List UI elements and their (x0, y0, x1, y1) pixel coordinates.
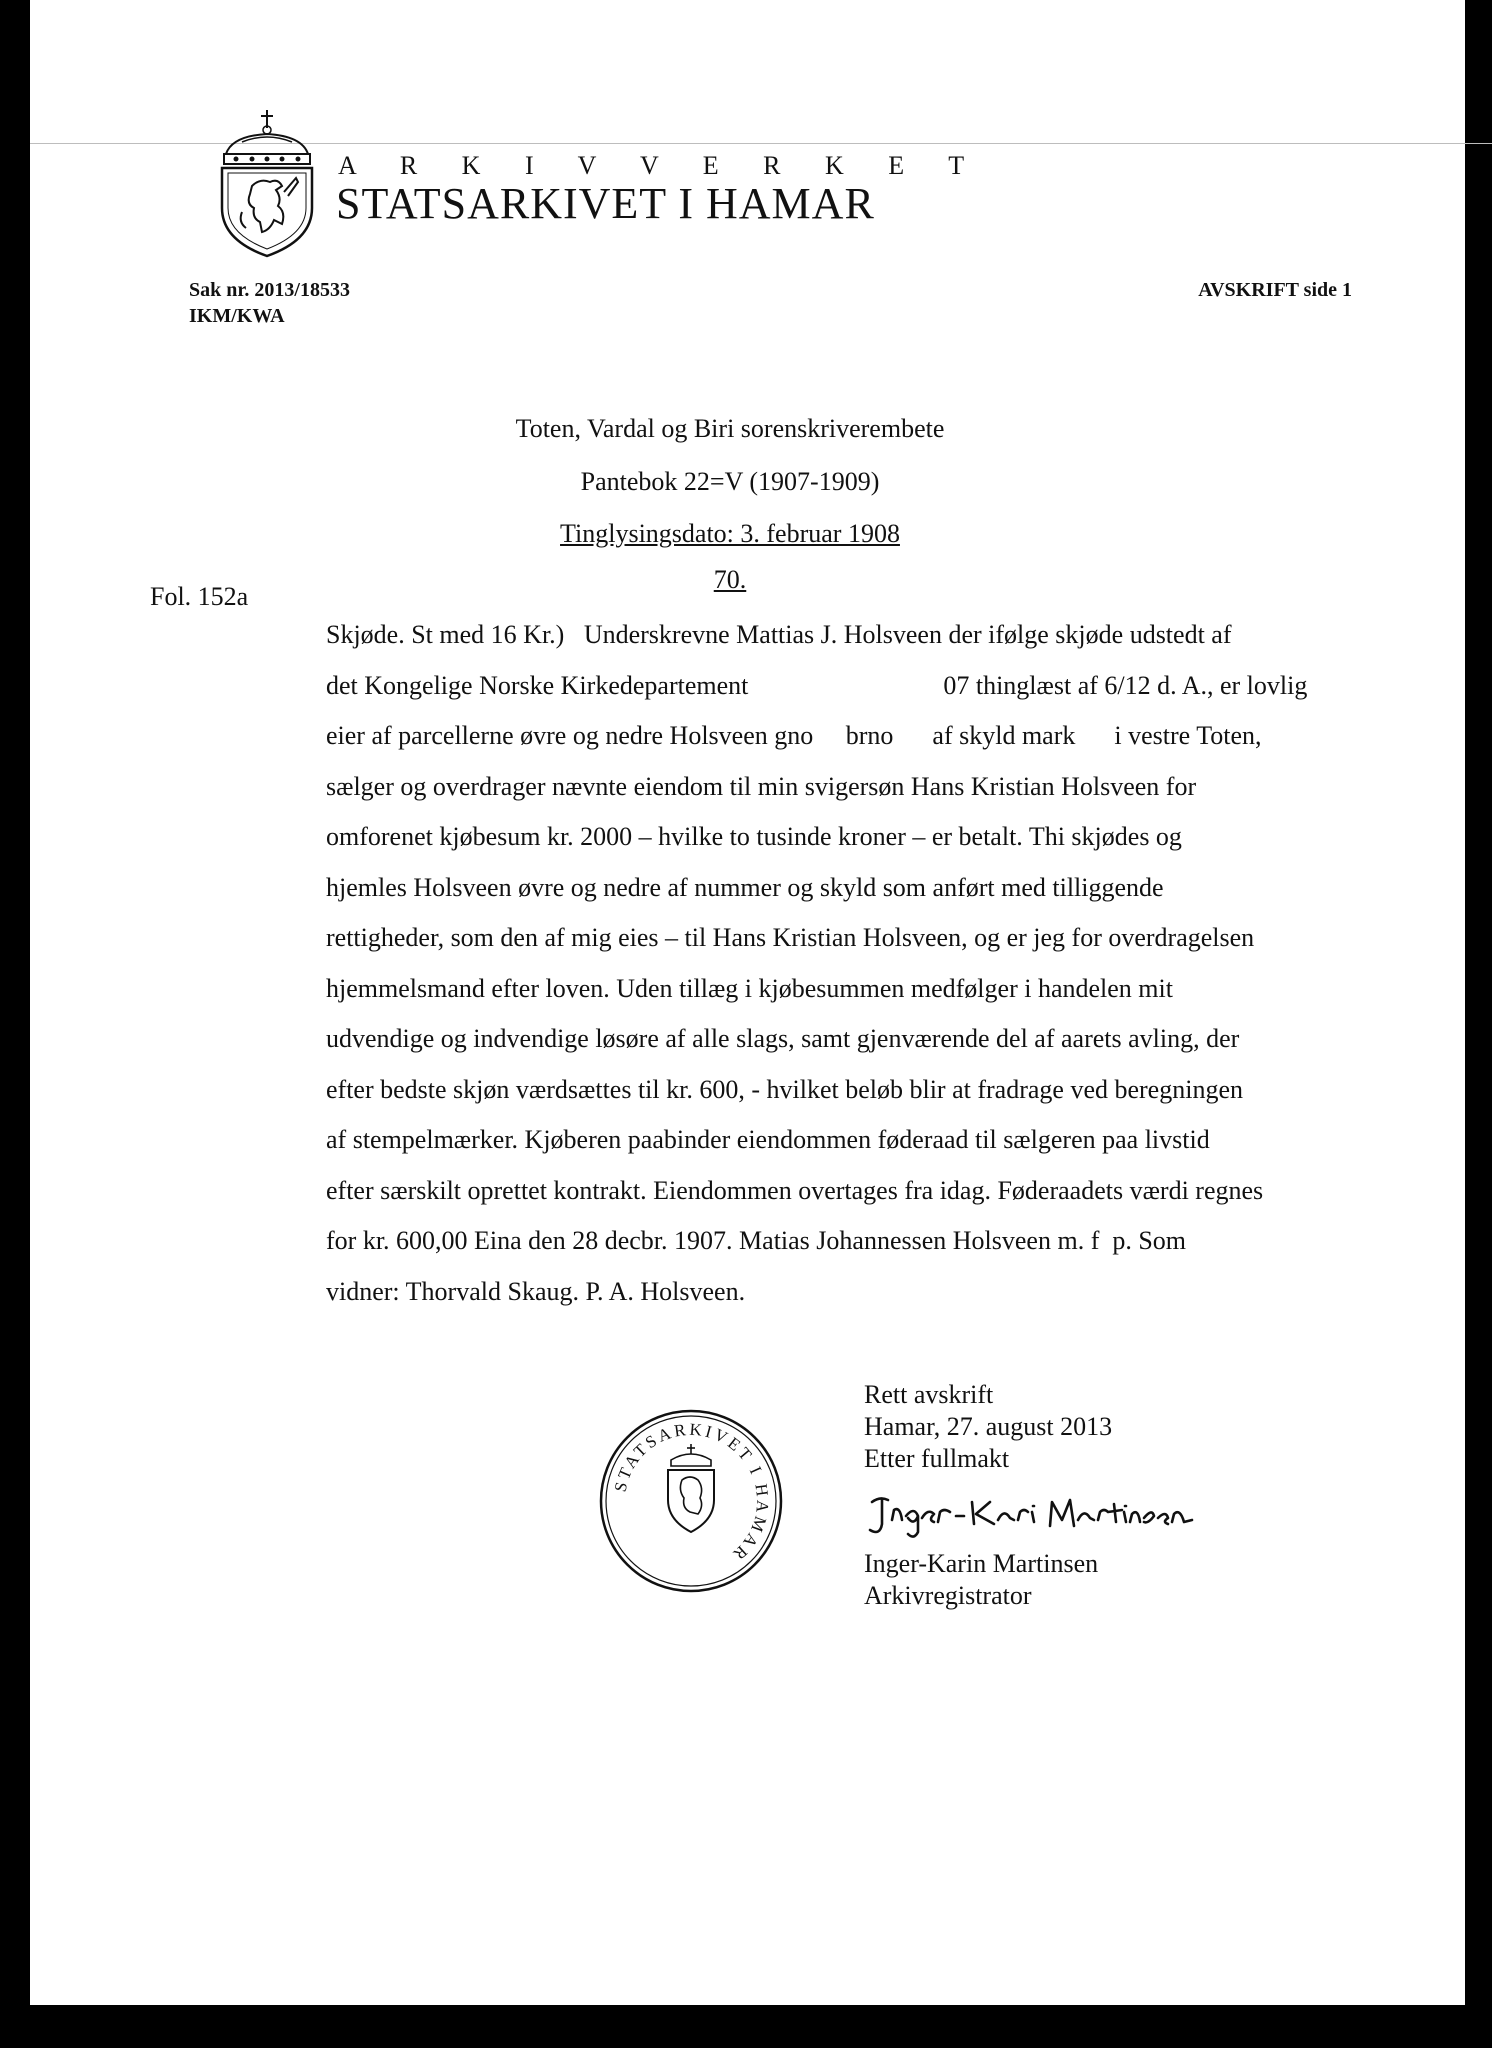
entry-number: 70. (713, 565, 747, 594)
signatory-name: Inger-Karin Martinsen (864, 1549, 1099, 1578)
folio-label: Fol. 152a (150, 582, 249, 611)
body-line: det Kongelige Norske Kirkedepartement 07 thinglæst af 6/12 d. A., er lovlig (326, 670, 1308, 700)
certification-text: Rett avskrift (864, 1380, 994, 1409)
org-name: A R K I V V E R K E T (338, 151, 984, 180)
body-line: hjemles Holsveen øvre og nedre af nummer og skyld som anført med tilliggende (326, 872, 1164, 902)
signatory-title: Arkivregistrator (864, 1581, 1032, 1610)
body-line: Skjøde. St med 16 Kr.) Underskrevne Mattias J. Holsveen der ifølge skjøde udstedt af (326, 620, 1232, 649)
body-line: vidner: Thorvald Skaug. P. A. Holsveen. (326, 1276, 746, 1306)
body-line: hjemmelsmand efter loven. Uden tillæg i kjøbesummen medfølger i handelen mit (326, 973, 1173, 1003)
transcript-body (326, 618, 1356, 1325)
initials: IKM/KWA (189, 305, 285, 327)
norwegian-coat-of-arms-icon (212, 108, 322, 258)
body-line: rettigheder, som den af mig eies – til Hans Kristian Holsveen, og er jeg for overdragelsen (326, 923, 1255, 952)
body-line: efter bedste skjøn værdsættes til kr. 600, - hvilket beløb blir at fradrage ved beregningen (326, 1074, 1243, 1104)
registration-date: Tinglysingsdato: 3. februar 1908 (560, 519, 900, 548)
body-line: efter særskilt oprettet kontrakt. Eiendommen overtages fra idag. Føderaadets værdi regnes (326, 1175, 1264, 1205)
body-line: udvendige og indvendige løsøre af alle slags, samt gjenværende del af aarets avling, der (326, 1024, 1240, 1053)
reference-block (189, 277, 350, 329)
case-number: Sak nr. 2013/18533 (189, 279, 350, 301)
body-line: sælger og overdrager nævnte eiendom til min svigersøn Hans Kristian Holsveen for (326, 771, 1197, 801)
body-line: eier af parcellerne øvre og nedre Holsveen gno brno af skyld mark i vestre Toten, (326, 721, 1262, 750)
body-line: omforenet kjøbesum kr. 2000 – hvilke to tusinde kroner – er betalt. Thi skjødes og (326, 822, 1182, 851)
official-seal-icon (598, 1408, 784, 1594)
court-name: Toten, Vardal og Biri sorenskriverembete (515, 414, 945, 443)
signatory-block (864, 1548, 1098, 1612)
office-name: STATSARKIVET I HAMAR (336, 179, 875, 228)
closing-block (864, 1379, 1112, 1475)
ledger-title: Pantebok 22=V (1907-1909) (580, 467, 880, 496)
handwritten-signature (862, 1486, 1222, 1546)
body-line: for kr. 600,00 Eina den 28 decbr. 1907. Matias Johannessen Holsveen m. f p. Som (326, 1226, 1187, 1255)
body-line: af stempelmærker. Kjøberen paabinder eiendommen føderaad til sælgeren paa livstid (326, 1125, 1210, 1154)
page-label: AVSKRIFT side 1 (1198, 279, 1352, 301)
place-date: Hamar, 27. august 2013 (864, 1412, 1113, 1441)
svg-text:STATSARKIVET I HAMAR: STATSARKIVET I HAMAR (610, 1419, 773, 1566)
authority-text: Etter fullmakt (864, 1444, 1010, 1473)
